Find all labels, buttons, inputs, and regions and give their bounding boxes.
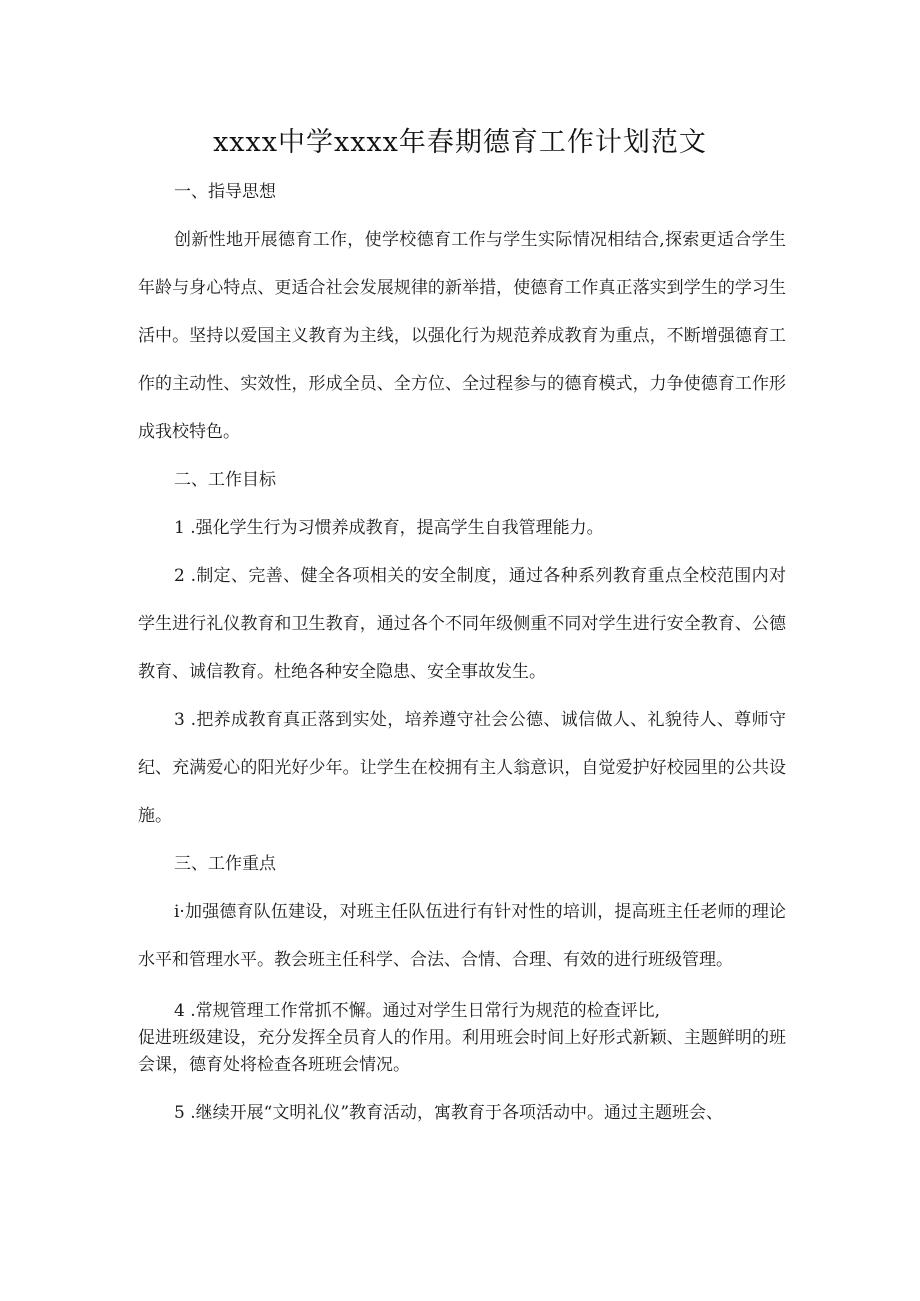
focus-item-1: i·加强德育队伍建设，对班主任队伍进行有针对性的培训，提高班主任老师的理论水平和管理水平。教会班主任科学、合法、合情、合理、有效的进行班级管理。 — [138, 902, 786, 970]
section-heading-work-goals: 二、工作目标 — [174, 470, 276, 490]
section-heading-work-focus: 三、工作重点 — [174, 854, 276, 874]
focus-item-5: 5 .继续开展“文明礼仪”教育活动，寓教育于各项活动中。通过主题班会、 — [174, 1103, 724, 1123]
goal-item-1: 1 .强化学生行为习惯养成教育，提高学生自我管理能力。 — [174, 518, 604, 538]
focus-item-4-first-line: 4 .常规管理工作常抓不懈。通过对学生日常行为规范的检查评比, — [174, 1001, 661, 1021]
goal-item-2: 2 .制定、完善、健全各项相关的安全制度，通过各种系列教育重点全校范围内对学生进行礼仪教育和卫生教育，通过各个不同年级侧重不同对学生进行安全教育、公德教育、诚信教育。杜绝各种安全隐患、安全事故发生。 — [138, 566, 786, 682]
focus-item-4-continuation: 促进班级建设，充分发挥全员育人的作用。利用班会时间上好形式新颖、主题鲜明的班会课，德育处将检查各班班会情况。 — [138, 1028, 786, 1075]
paragraph-guiding-thought: 创新性地开展德育工作，使学校德育工作与学生实际情况相结合,探索更适合学生年龄与身心特点、更适合社会发展规律的新举措，使德育工作真正落实到学生的学习生活中。坚持以爱国主义教育为主线，以强化行为规范养成教育为重点，不断增强德育工作的主动性、实效性，形成全员、全方位、全过程参与的德育模式，力争使德育工作形成我校特色。 — [138, 230, 786, 442]
document-body — [138, 168, 786, 1137]
goal-item-3: 3 .把养成教育真正落到实处，培养遵守社会公德、诚信做人、礼貌待人、尊师守纪、充满爱心的阳光好少年。让学生在校拥有主人翁意识，自觉爱护好校园里的公共设施。 — [138, 710, 786, 826]
document-title: xxxx中学xxxx年春期德育工作计划范文 — [213, 127, 707, 158]
focus-item-4 — [138, 998, 786, 1079]
section-heading-guiding-thought: 一、指导思想 — [174, 182, 276, 202]
